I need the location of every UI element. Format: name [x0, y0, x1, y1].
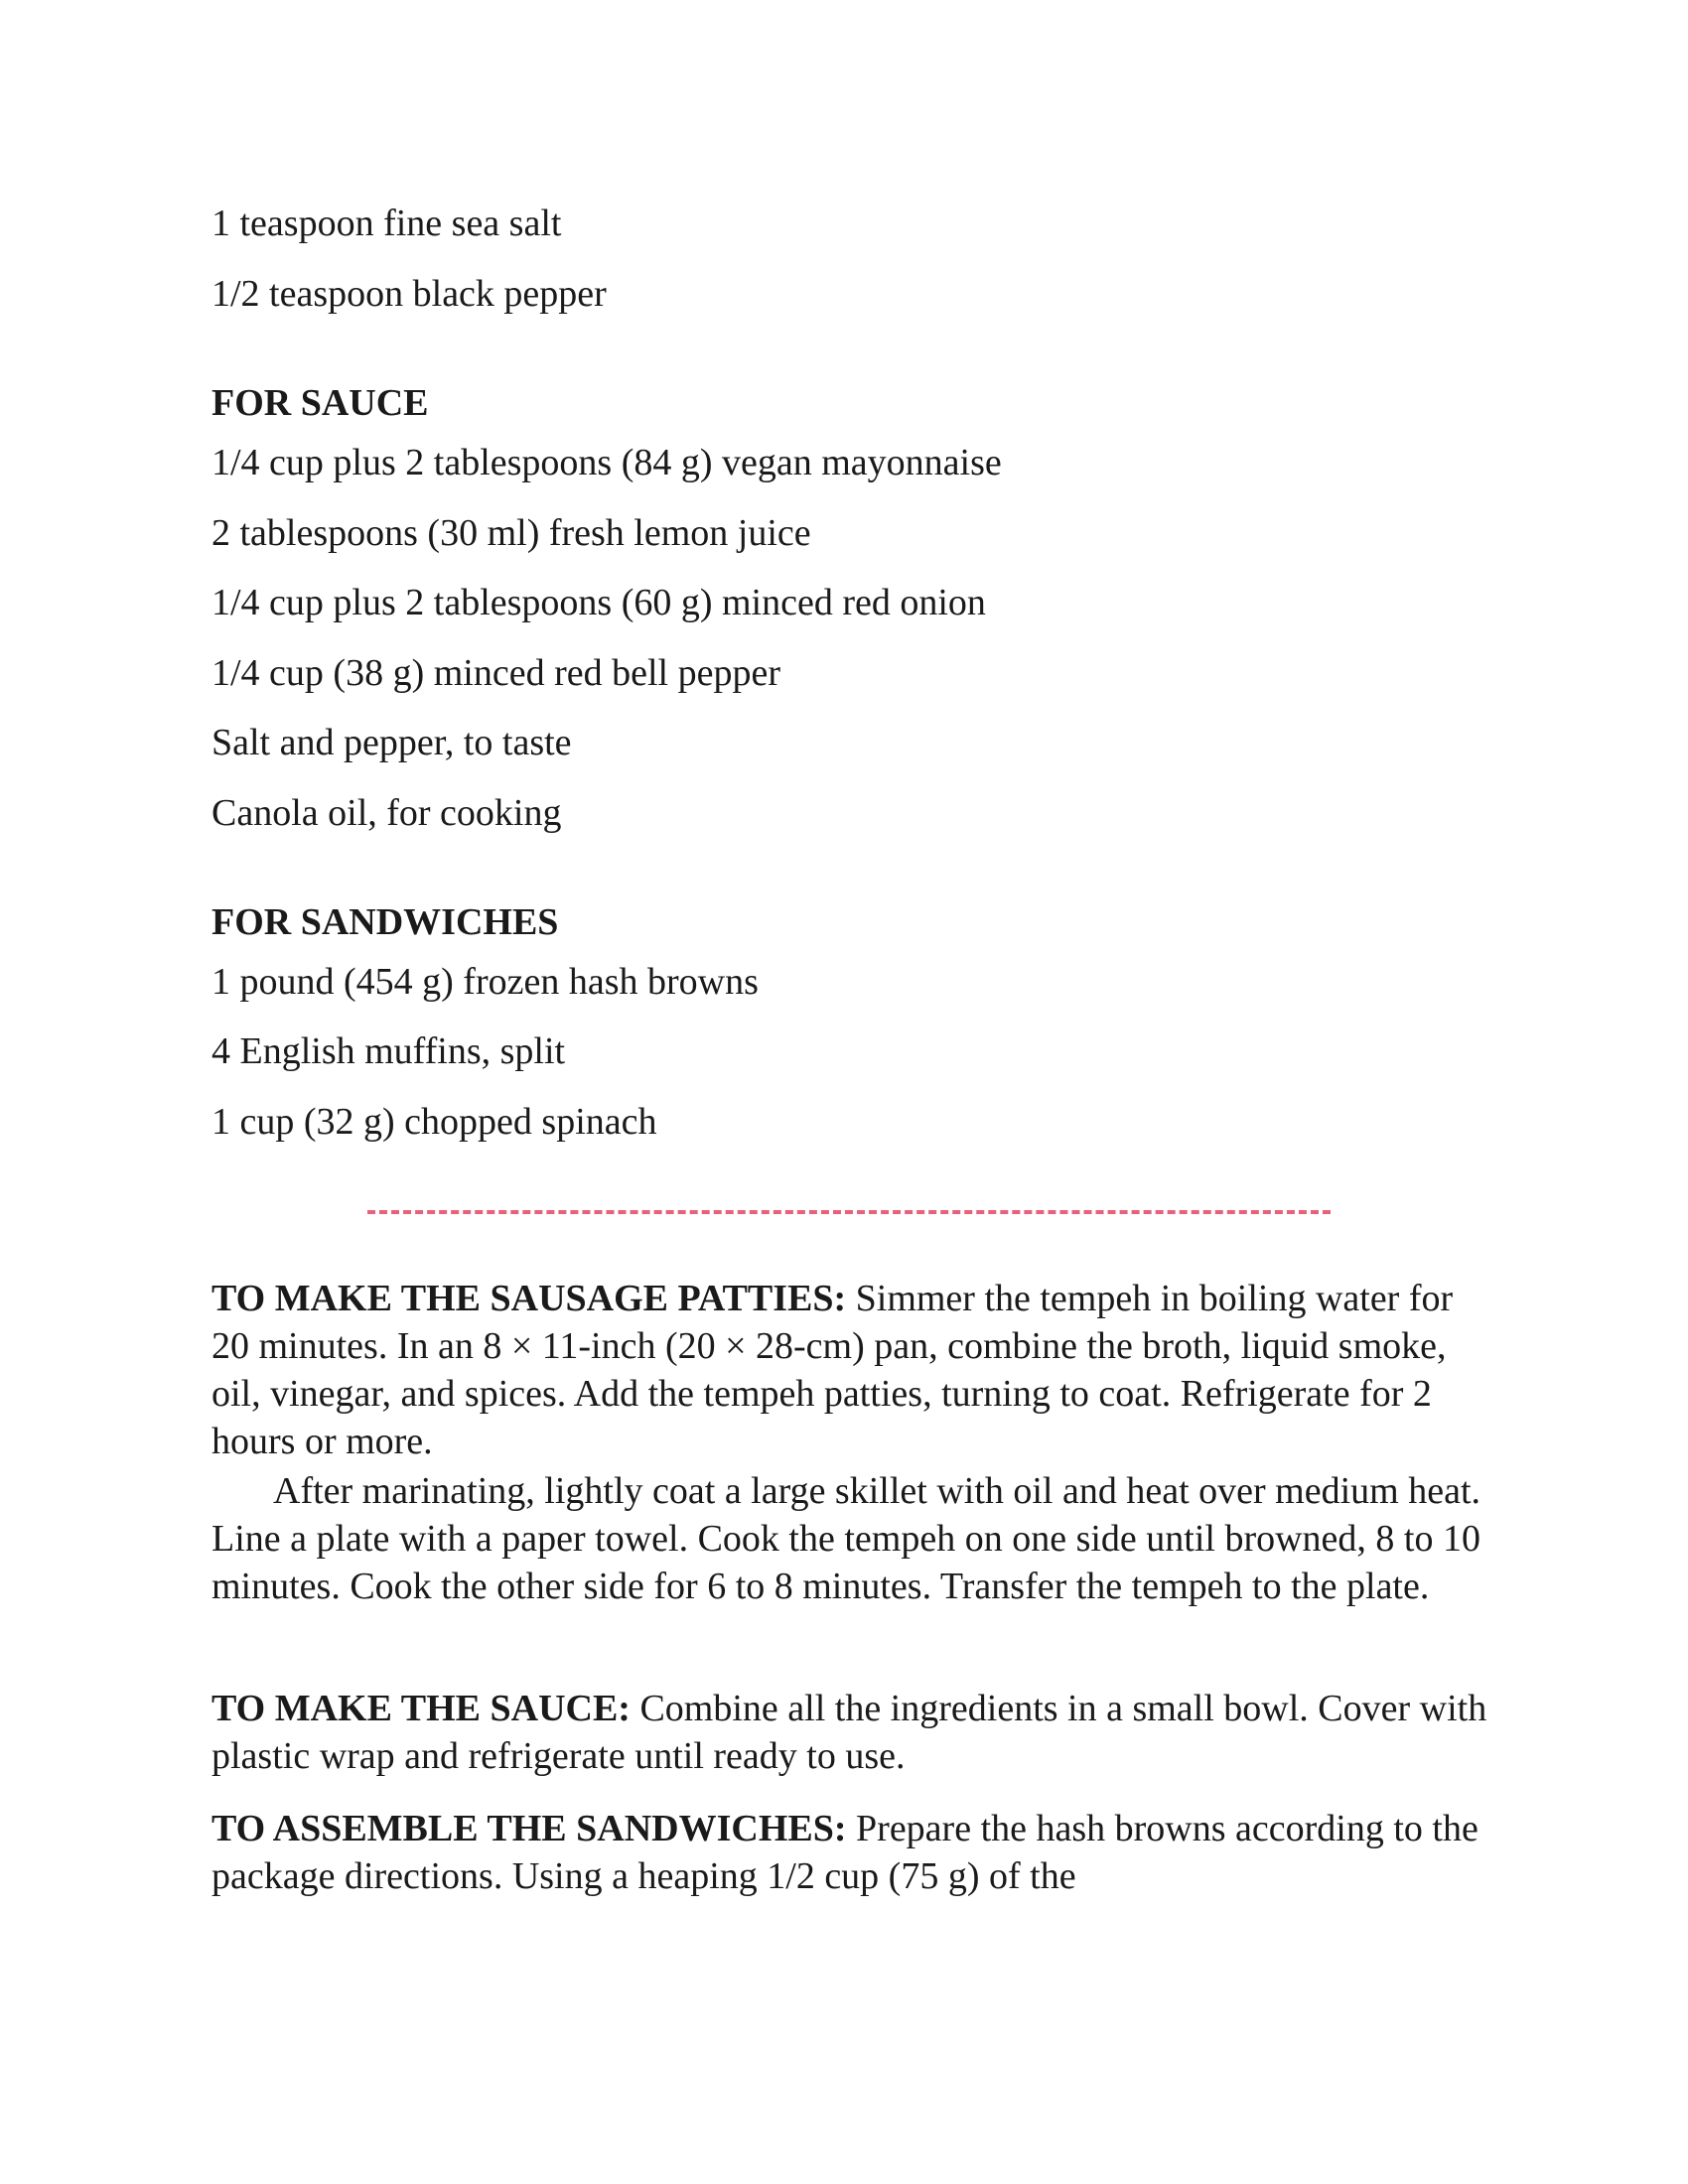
patties-label: TO MAKE THE SAUSAGE PATTIES: — [211, 1278, 847, 1319]
ingredient-pepper: 1/2 teaspoon black pepper — [211, 273, 607, 315]
directions-patties-cont — [211, 1467, 1492, 1610]
sandwiches-item: 1 pound (454 g) frozen hash browns — [211, 961, 759, 1003]
sauce-label: TO MAKE THE SAUCE: — [211, 1688, 631, 1729]
sandwiches-item: 1 cup (32 g) chopped spinach — [211, 1101, 657, 1143]
sauce-item: Canola oil, for cooking — [211, 792, 562, 834]
assemble-text: Prepare the hash browns according to the package directions. Using a heaping 1/2 cup (75 g) of the — [211, 1808, 1478, 1897]
assemble-label: TO ASSEMBLE THE SANDWICHES: — [211, 1808, 847, 1849]
sauce-item: 1/4 cup (38 g) minced red bell pepper — [211, 652, 780, 694]
sandwiches-item: 4 English muffins, split — [211, 1030, 566, 1072]
section-divider — [367, 1210, 1331, 1214]
directions-patties — [211, 1275, 1492, 1465]
sauce-heading: FOR SAUCE — [211, 382, 429, 424]
directions-sauce — [211, 1685, 1492, 1780]
sauce-item: Salt and pepper, to taste — [211, 722, 572, 763]
ingredient-salt: 1 teaspoon fine sea salt — [211, 203, 562, 244]
sauce-item: 1/4 cup plus 2 tablespoons (84 g) vegan mayonnaise — [211, 442, 1002, 483]
sauce-item: 1/4 cup plus 2 tablespoons (60 g) minced red onion — [211, 582, 986, 623]
directions-assemble — [211, 1805, 1492, 1900]
sauce-text: Combine all the ingredients in a small bowl. Cover with plastic wrap and refrigerate until ready to use. — [211, 1688, 1487, 1777]
patties-text: Simmer the tempeh in boiling water for 20 minutes. In an 8 × 11-inch (20 × 28-cm) pan, combine the broth, liquid smoke, oil, vinegar, and spices. Add the tempeh patties, turning to coat. Refrigerate for 2 hours or more. — [211, 1278, 1454, 1462]
sauce-item: 2 tablespoons (30 ml) fresh lemon juice — [211, 512, 811, 554]
patties-text-2: After marinating, lightly coat a large skillet with oil and heat over medium heat. Line a plate with a paper towel. Cook the tempeh on one side until browned, 8 to 10 minutes. Cook the other side for 6 to 8 minutes. Transfer the tempeh to the plate. — [211, 1470, 1480, 1607]
sandwiches-heading: FOR SANDWICHES — [211, 901, 559, 943]
